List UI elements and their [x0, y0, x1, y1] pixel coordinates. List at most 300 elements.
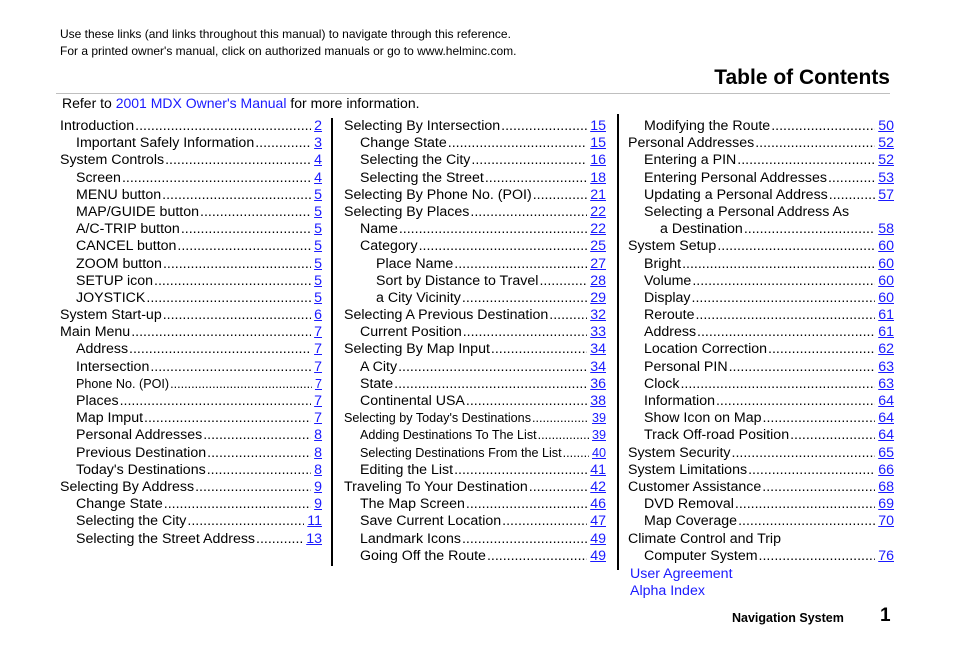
dot-leader: [462, 531, 587, 548]
toc-page-link[interactable]: 8: [314, 461, 322, 478]
toc-entry[interactable]: [60, 238, 322, 255]
toc-entry-label: Bright: [644, 255, 682, 272]
toc-page-link[interactable]: 5: [314, 255, 322, 272]
toc-page-link[interactable]: 7: [314, 410, 322, 427]
dot-leader: [207, 445, 311, 462]
column-divider-2: [617, 114, 619, 570]
toc-entry[interactable]: [628, 238, 894, 255]
owners-manual-link[interactable]: 2001 MDX Owner's Manual: [115, 95, 287, 111]
toc-page-link[interactable]: 52: [878, 152, 894, 169]
dot-leader: [748, 462, 875, 479]
toc-entry-label: Map Imput: [76, 410, 144, 427]
toc-entry[interactable]: [628, 307, 894, 324]
dot-leader: [150, 359, 311, 376]
dot-leader: [501, 118, 587, 135]
toc-entry[interactable]: [60, 118, 322, 135]
dot-leader: [144, 410, 311, 427]
toc-entry[interactable]: [60, 135, 322, 152]
toc-page-link[interactable]: 60: [878, 255, 894, 272]
toc-entry-label: Change State: [360, 135, 447, 152]
toc-entry-label: JOYSTICK: [76, 289, 146, 306]
dot-leader: [394, 376, 587, 393]
toc-page-link[interactable]: 63: [878, 358, 894, 375]
toc-entry-label: Map Coverage: [644, 513, 738, 530]
toc-entry-label: Entering a PIN: [644, 152, 737, 169]
toc-entry[interactable]: [60, 307, 322, 324]
toc-page-link[interactable]: 5: [314, 186, 322, 203]
toc-entry[interactable]: [344, 445, 606, 462]
toc-entry[interactable]: [628, 479, 894, 496]
toc-page-link[interactable]: 5: [314, 289, 322, 306]
toc-entry[interactable]: [344, 204, 606, 221]
toc-page-link[interactable]: 53: [878, 169, 894, 186]
toc-entry-label: Computer System: [644, 547, 758, 564]
toc-page-link[interactable]: 7: [314, 393, 322, 409]
toc-entry[interactable]: [628, 170, 894, 187]
toc-entry-label: Places: [76, 393, 119, 409]
toc-page-link[interactable]: 66: [878, 461, 894, 478]
toc-page-link[interactable]: 65: [878, 444, 894, 461]
toc-entry[interactable]: [628, 256, 894, 273]
dot-leader: [738, 513, 875, 530]
dot-leader: [200, 204, 311, 221]
dot-leader: [470, 204, 587, 221]
toc-page-link[interactable]: 33: [590, 324, 606, 341]
dot-leader: [255, 135, 311, 152]
toc-entry[interactable]: [628, 187, 894, 204]
toc-page-link[interactable]: 22: [590, 221, 606, 238]
alpha-index-link[interactable]: Alpha Index: [630, 583, 705, 600]
toc-entry-label: Personal Addresses: [628, 135, 755, 152]
dot-leader: [466, 393, 587, 410]
toc-page-link[interactable]: 13: [306, 530, 322, 547]
dot-leader: [829, 187, 875, 204]
dot-leader: [680, 376, 875, 393]
toc-page-link[interactable]: 7: [314, 341, 322, 358]
toc-page-link[interactable]: 36: [590, 375, 606, 392]
toc-entry-label: Current Position: [360, 324, 462, 341]
dot-leader: [744, 221, 875, 238]
toc-entry-label: Phone No. (POI): [76, 376, 170, 391]
dot-leader: [755, 135, 875, 152]
toc-entry-label: State: [360, 375, 394, 392]
toc-entry[interactable]: [628, 135, 894, 152]
toc-entry-label: Selecting the Street: [360, 169, 484, 186]
toc-entry-label: Personal PIN: [644, 358, 728, 375]
toc-page-link[interactable]: 39: [591, 411, 606, 426]
footer-label: Navigation System: [732, 611, 844, 625]
toc-entry-label: Selecting the Street Address: [76, 530, 256, 547]
toc-page-link[interactable]: 15: [590, 135, 606, 152]
toc-entry[interactable]: [628, 376, 894, 393]
toc-column-3: [628, 118, 894, 600]
toc-entry[interactable]: [344, 496, 606, 513]
toc-entry[interactable]: [60, 393, 322, 410]
toc-entry[interactable]: [60, 170, 322, 187]
toc-entry-label: Editing the List: [360, 461, 454, 478]
toc-entry-label: Selecting Destinations From the List: [360, 445, 562, 460]
toc-page-link[interactable]: 3: [314, 135, 322, 152]
toc-page-link[interactable]: 25: [590, 238, 606, 255]
dot-leader: [549, 307, 587, 324]
toc-page-link[interactable]: 60: [878, 238, 894, 255]
toc-entry[interactable]: [344, 531, 606, 548]
toc-entry-label: Selecting by Today's Destinations: [344, 411, 531, 426]
toc-entry[interactable]: [344, 462, 606, 479]
toc-page-link[interactable]: 16: [590, 152, 606, 169]
dot-leader: [692, 290, 876, 307]
toc-entry[interactable]: [344, 548, 606, 565]
toc-entry[interactable]: [344, 152, 606, 169]
toc-entry-label: Continental USA: [360, 393, 465, 409]
toc-page-link[interactable]: 32: [590, 307, 606, 324]
dot-leader: [532, 410, 589, 427]
dot-leader: [485, 170, 587, 187]
dot-leader: [828, 170, 875, 187]
dot-leader: [203, 427, 311, 444]
dot-leader: [771, 118, 875, 135]
toc-entry[interactable]: [628, 531, 894, 548]
dot-leader: [120, 393, 312, 410]
toc-page-link[interactable]: 7: [314, 324, 322, 341]
toc-entry[interactable]: [344, 410, 606, 427]
toc-entry[interactable]: [628, 204, 894, 221]
toc-page-link[interactable]: 27: [590, 255, 606, 272]
toc-entry[interactable]: [60, 479, 322, 496]
dot-leader: [697, 324, 875, 341]
dot-leader: [154, 273, 311, 290]
toc-page-link[interactable]: 6: [314, 307, 322, 324]
toc-page-link[interactable]: 46: [590, 496, 606, 513]
toc-entry[interactable]: [628, 359, 894, 376]
toc-page-link[interactable]: 18: [590, 169, 606, 186]
toc-page-link[interactable]: 58: [878, 221, 894, 238]
notice-line-2: For a printed owner's manual, click on authorized manuals or go to www.helminc.com.: [60, 44, 517, 58]
toc-page-link[interactable]: 34: [590, 341, 606, 358]
notice-line-1: Use these links (and links throughout this manual) to navigate through this reference.: [60, 27, 511, 41]
toc-entry-label: Selecting By Places: [344, 203, 470, 220]
toc-entry-label: Display: [644, 289, 691, 306]
toc-page-link[interactable]: 47: [590, 513, 606, 530]
toc-page-link[interactable]: 9: [314, 478, 322, 495]
toc-entry[interactable]: [344, 307, 606, 324]
toc-entry-label: Today's Destinations: [76, 461, 206, 478]
toc-page-link[interactable]: 5: [314, 221, 322, 238]
column-divider-1: [331, 118, 333, 566]
dot-leader: [163, 256, 311, 273]
toc-entry-label: Main Menu: [60, 324, 131, 341]
toc-entry-label: DVD Removal: [644, 496, 734, 513]
toc-entry-label: Selecting A Previous Destination: [344, 307, 549, 324]
toc-page-link[interactable]: 5: [314, 238, 322, 255]
toc-entry-label: ZOOM button: [76, 255, 162, 272]
toc-entry-label: Selecting By Phone No. (POI): [344, 186, 532, 203]
toc-entry[interactable]: [628, 273, 894, 290]
toc-column-1: [60, 118, 322, 548]
toc-page-link[interactable]: 4: [314, 152, 322, 169]
dot-leader: [195, 479, 311, 496]
dot-leader: [533, 187, 588, 204]
toc-entry[interactable]: [60, 496, 322, 513]
toc-page-link[interactable]: 50: [878, 118, 894, 134]
toc-entry[interactable]: [60, 187, 322, 204]
toc-page-link[interactable]: 68: [878, 478, 894, 495]
toc-column-2: [344, 118, 606, 565]
refer-prefix: Refer to: [62, 95, 116, 111]
toc-entry[interactable]: [628, 221, 894, 238]
toc-page-link[interactable]: 60: [878, 272, 894, 289]
toc-page-link[interactable]: 29: [590, 289, 606, 306]
dot-leader: [146, 290, 311, 307]
dot-leader: [187, 513, 304, 530]
toc-entry[interactable]: [60, 445, 322, 462]
toc-page-link[interactable]: 76: [878, 547, 894, 564]
toc-entry-label: Volume: [644, 272, 692, 289]
toc-entry[interactable]: [60, 152, 322, 169]
toc-page-link[interactable]: 49: [590, 547, 606, 564]
toc-page-link[interactable]: 41: [590, 461, 606, 478]
toc-page-link[interactable]: 64: [878, 427, 894, 444]
toc-entry[interactable]: [344, 135, 606, 152]
toc-page-link[interactable]: 42: [590, 478, 606, 495]
toc-entry-label: MAP/GUIDE button: [76, 203, 200, 220]
dot-leader: [529, 479, 587, 496]
dot-leader: [692, 273, 875, 290]
toc-page-link[interactable]: 7: [314, 376, 322, 391]
toc-entry[interactable]: [344, 170, 606, 187]
toc-page-link[interactable]: 64: [878, 410, 894, 427]
toc-entry[interactable]: [628, 324, 894, 341]
toc-page-link[interactable]: 40: [591, 445, 606, 460]
toc-page-link[interactable]: 39: [591, 428, 606, 443]
toc-page-link[interactable]: 7: [314, 358, 322, 375]
toc-entry[interactable]: [60, 256, 322, 273]
toc-page-link[interactable]: 69: [878, 496, 894, 513]
dot-leader: [135, 118, 311, 135]
dot-leader: [398, 359, 587, 376]
toc-entry[interactable]: [344, 324, 606, 341]
toc-entry-label: Name: [360, 221, 398, 238]
toc-page-link[interactable]: 11: [307, 513, 322, 530]
toc-page-link[interactable]: 34: [590, 358, 606, 375]
toc-page-link[interactable]: 9: [314, 496, 322, 513]
toc-entry-label: a Destination: [660, 221, 743, 238]
dot-leader: [471, 152, 587, 169]
toc-entry[interactable]: [60, 531, 322, 548]
toc-entry[interactable]: [628, 427, 894, 444]
toc-entry-label: Going Off the Route: [360, 547, 486, 564]
toc-page-link[interactable]: 8: [314, 444, 322, 461]
toc-page-link[interactable]: 49: [590, 530, 606, 547]
toc-entry[interactable]: [344, 221, 606, 238]
toc-entry-label: System Start-up: [60, 307, 162, 324]
toc-entry[interactable]: [60, 410, 322, 427]
toc-entry-label: Previous Destination: [76, 444, 207, 461]
alpha-index-row: [628, 583, 894, 600]
toc-page-link[interactable]: 21: [590, 186, 606, 203]
toc-entry-label: Selecting By Address: [60, 478, 195, 495]
dot-leader: [256, 531, 303, 548]
toc-entry[interactable]: [60, 359, 322, 376]
toc-entry[interactable]: [60, 204, 322, 221]
toc-entry-label: Track Off-road Position: [644, 427, 790, 444]
toc-page-link[interactable]: 57: [878, 186, 894, 203]
toc-entry[interactable]: [628, 152, 894, 169]
toc-entry[interactable]: [344, 393, 606, 410]
toc-entry-label: Selecting the City: [76, 513, 187, 530]
toc-entry-label: Updating a Personal Address: [644, 186, 828, 203]
dot-leader: [207, 462, 311, 479]
toc-page-link[interactable]: 62: [878, 341, 894, 358]
toc-entry-label: Important Safely Information: [76, 135, 255, 152]
toc-entry[interactable]: [60, 341, 322, 358]
dot-leader: [735, 496, 875, 513]
toc-page-link[interactable]: 5: [314, 272, 322, 289]
toc-entry-label: a City Vicinity: [376, 289, 461, 306]
toc-entry[interactable]: [60, 324, 322, 341]
toc-entry-label: Category: [360, 238, 418, 255]
toc-entry-label: Adding Destinations To The List: [360, 428, 537, 443]
toc-page-link[interactable]: 15: [590, 118, 606, 134]
toc-entry[interactable]: [60, 376, 322, 393]
toc-entry[interactable]: [344, 273, 606, 290]
toc-entry-label: System Limitations: [628, 461, 748, 478]
toc-entry-label: Intersection: [76, 358, 150, 375]
dot-leader: [695, 307, 875, 324]
toc-entry[interactable]: [628, 513, 894, 530]
user-agreement-link[interactable]: User Agreement: [630, 565, 733, 582]
toc-entry[interactable]: [628, 290, 894, 307]
dot-leader: [763, 410, 876, 427]
dot-leader: [491, 341, 587, 358]
toc-entry-label: Landmark Icons: [360, 530, 461, 547]
toc-page-link[interactable]: 8: [314, 427, 322, 444]
toc-entry[interactable]: [344, 290, 606, 307]
toc-entry-label: Information: [644, 393, 715, 409]
dot-leader: [454, 256, 587, 273]
toc-entry-label: Screen: [76, 169, 121, 186]
dot-leader: [729, 359, 876, 376]
dot-leader: [463, 324, 587, 341]
toc-entry[interactable]: [628, 548, 894, 565]
dot-leader: [790, 427, 875, 444]
page-number: 1: [880, 605, 891, 626]
toc-page-link[interactable]: 70: [878, 513, 894, 530]
toc-entry-label: Address: [76, 341, 129, 358]
toc-entry[interactable]: [628, 462, 894, 479]
toc-page-link[interactable]: 63: [878, 375, 894, 392]
toc-entry-label: The Map Screen: [360, 496, 465, 513]
toc-entry-label: Selecting a Personal Address As: [644, 203, 850, 220]
toc-page-link[interactable]: 52: [878, 135, 894, 152]
toc-entry[interactable]: [60, 273, 322, 290]
toc-entry-label: System Setup: [628, 238, 717, 255]
toc-entry-label: Climate Control and Trip: [628, 530, 781, 547]
toc-entry[interactable]: [344, 376, 606, 393]
dot-leader: [177, 238, 311, 255]
toc-page-link[interactable]: 28: [590, 272, 606, 289]
user-agreement-row: [628, 566, 894, 583]
dot-leader: [502, 513, 587, 530]
dot-leader: [165, 152, 311, 169]
dot-leader: [716, 393, 875, 410]
toc-entry-label: Selecting By Intersection: [344, 118, 501, 134]
toc-page-link[interactable]: 60: [878, 289, 894, 306]
toc-entry[interactable]: [344, 359, 606, 376]
dot-leader: [454, 462, 587, 479]
toc-entry-label: Clock: [644, 375, 680, 392]
notice-text: [60, 26, 517, 60]
dot-leader: [399, 221, 587, 238]
toc-entry-label: Location Correction: [644, 341, 768, 358]
title-divider: [56, 93, 890, 94]
toc-entry-label: Personal Addresses: [76, 427, 203, 444]
dot-leader: [717, 238, 875, 255]
toc-entry[interactable]: [344, 427, 606, 444]
toc-page-link[interactable]: 38: [590, 393, 606, 409]
toc-entry[interactable]: [344, 256, 606, 273]
toc-entry-label: System Security: [628, 444, 731, 461]
toc-page-link[interactable]: 22: [590, 203, 606, 220]
toc-entry-label: Selecting the City: [360, 152, 471, 169]
page-title: Table of Contents: [714, 66, 890, 89]
toc-entry[interactable]: [628, 445, 894, 462]
toc-entry[interactable]: [628, 393, 894, 410]
toc-entry-label: Show Icon on Map: [644, 410, 762, 427]
dot-leader: [129, 341, 311, 358]
toc-entry[interactable]: [344, 238, 606, 255]
toc-page-link[interactable]: 4: [314, 169, 322, 186]
toc-entry-label: Traveling To Your Destination: [344, 478, 528, 495]
toc-entry-label: SETUP icon: [76, 272, 154, 289]
toc-entry-label: MENU button: [76, 186, 162, 203]
toc-entry[interactable]: [344, 513, 606, 530]
toc-entry-label: System Controls: [60, 152, 165, 169]
toc-entry[interactable]: [628, 118, 894, 135]
toc-entry[interactable]: [60, 462, 322, 479]
dot-leader: [448, 135, 587, 152]
toc-page-link[interactable]: 64: [878, 393, 894, 409]
toc-entry[interactable]: [344, 118, 606, 135]
toc-entry[interactable]: [60, 427, 322, 444]
toc-page-link[interactable]: 61: [878, 307, 894, 324]
toc-entry[interactable]: [628, 410, 894, 427]
toc-entry[interactable]: [628, 341, 894, 358]
toc-entry[interactable]: [60, 290, 322, 307]
toc-page-link[interactable]: 5: [314, 203, 322, 220]
toc-entry-label: Introduction: [60, 118, 135, 134]
toc-entry[interactable]: [344, 479, 606, 496]
toc-entry[interactable]: [60, 513, 322, 530]
dot-leader: [131, 324, 311, 341]
dot-leader: [539, 273, 587, 290]
dot-leader: [163, 307, 311, 324]
toc-entry-label: Entering Personal Addresses: [644, 169, 827, 186]
dot-leader: [759, 548, 876, 565]
toc-page-link[interactable]: 61: [878, 324, 894, 341]
dot-leader: [466, 496, 587, 513]
dot-leader: [162, 187, 311, 204]
toc-entry[interactable]: [344, 341, 606, 358]
toc-entry[interactable]: [344, 187, 606, 204]
dot-leader: [164, 496, 311, 513]
toc-entry[interactable]: [628, 496, 894, 513]
toc-page-link[interactable]: 2: [314, 118, 322, 134]
toc-entry-label: Change State: [76, 496, 163, 513]
toc-entry-label: Reroute: [644, 307, 695, 324]
toc-entry[interactable]: [60, 221, 322, 238]
dot-leader: [170, 376, 312, 393]
